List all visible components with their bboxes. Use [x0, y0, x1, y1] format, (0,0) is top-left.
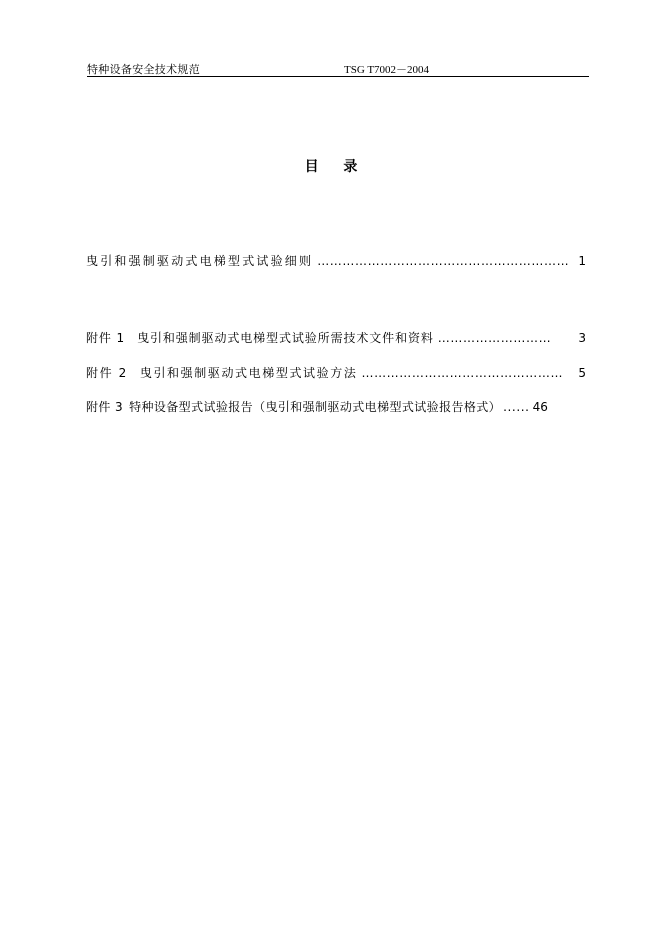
header-spec-title: 特种设备安全技术规范 [87, 63, 200, 76]
toc-appendix-title: 曳引和强制驱动式电梯型式试验所需技术文件和资料 [137, 331, 434, 345]
toc-entry-label [86, 398, 501, 415]
toc-appendix-number: 附件 3 [86, 400, 124, 414]
page-header [87, 60, 589, 77]
toc-entry-label [86, 364, 357, 381]
toc-page-number: 3 [578, 331, 586, 345]
toc-leader-dots: …………………………………………………… [317, 254, 570, 268]
toc-entry-appendix-3[interactable] [86, 398, 586, 416]
toc-appendix-title: 曳引和强制驱动式电梯型式试验方法 [139, 366, 358, 380]
toc-entry-label: 曳引和强制驱动式电梯型式试验细则 [86, 254, 314, 268]
toc-appendix-number: 附件 2 [86, 366, 128, 380]
header-standard-code: TSG T7002－2004 [344, 64, 430, 76]
toc-page-number: 5 [578, 366, 586, 380]
toc-title: 目 录 [304, 159, 368, 175]
toc-entry-appendix-2[interactable] [86, 364, 586, 382]
toc-page-number: 1 [578, 254, 586, 268]
toc-appendix-number: 附件 1 [86, 331, 126, 345]
toc-leader-dots: ………………………………………… [361, 366, 564, 380]
toc-appendix-title: 特种设备型式试验报告（曳引和强制驱动式电梯型式试验报告格式） [129, 400, 502, 414]
toc-page-number: 46 [532, 400, 548, 414]
toc-entry-appendix-1[interactable] [86, 329, 586, 347]
toc-leader-dots: ...... [503, 400, 530, 414]
toc-leader-dots: ……………………… [437, 331, 552, 345]
toc-entry-main-rules[interactable] [86, 252, 586, 270]
toc-entry-label [86, 329, 434, 346]
